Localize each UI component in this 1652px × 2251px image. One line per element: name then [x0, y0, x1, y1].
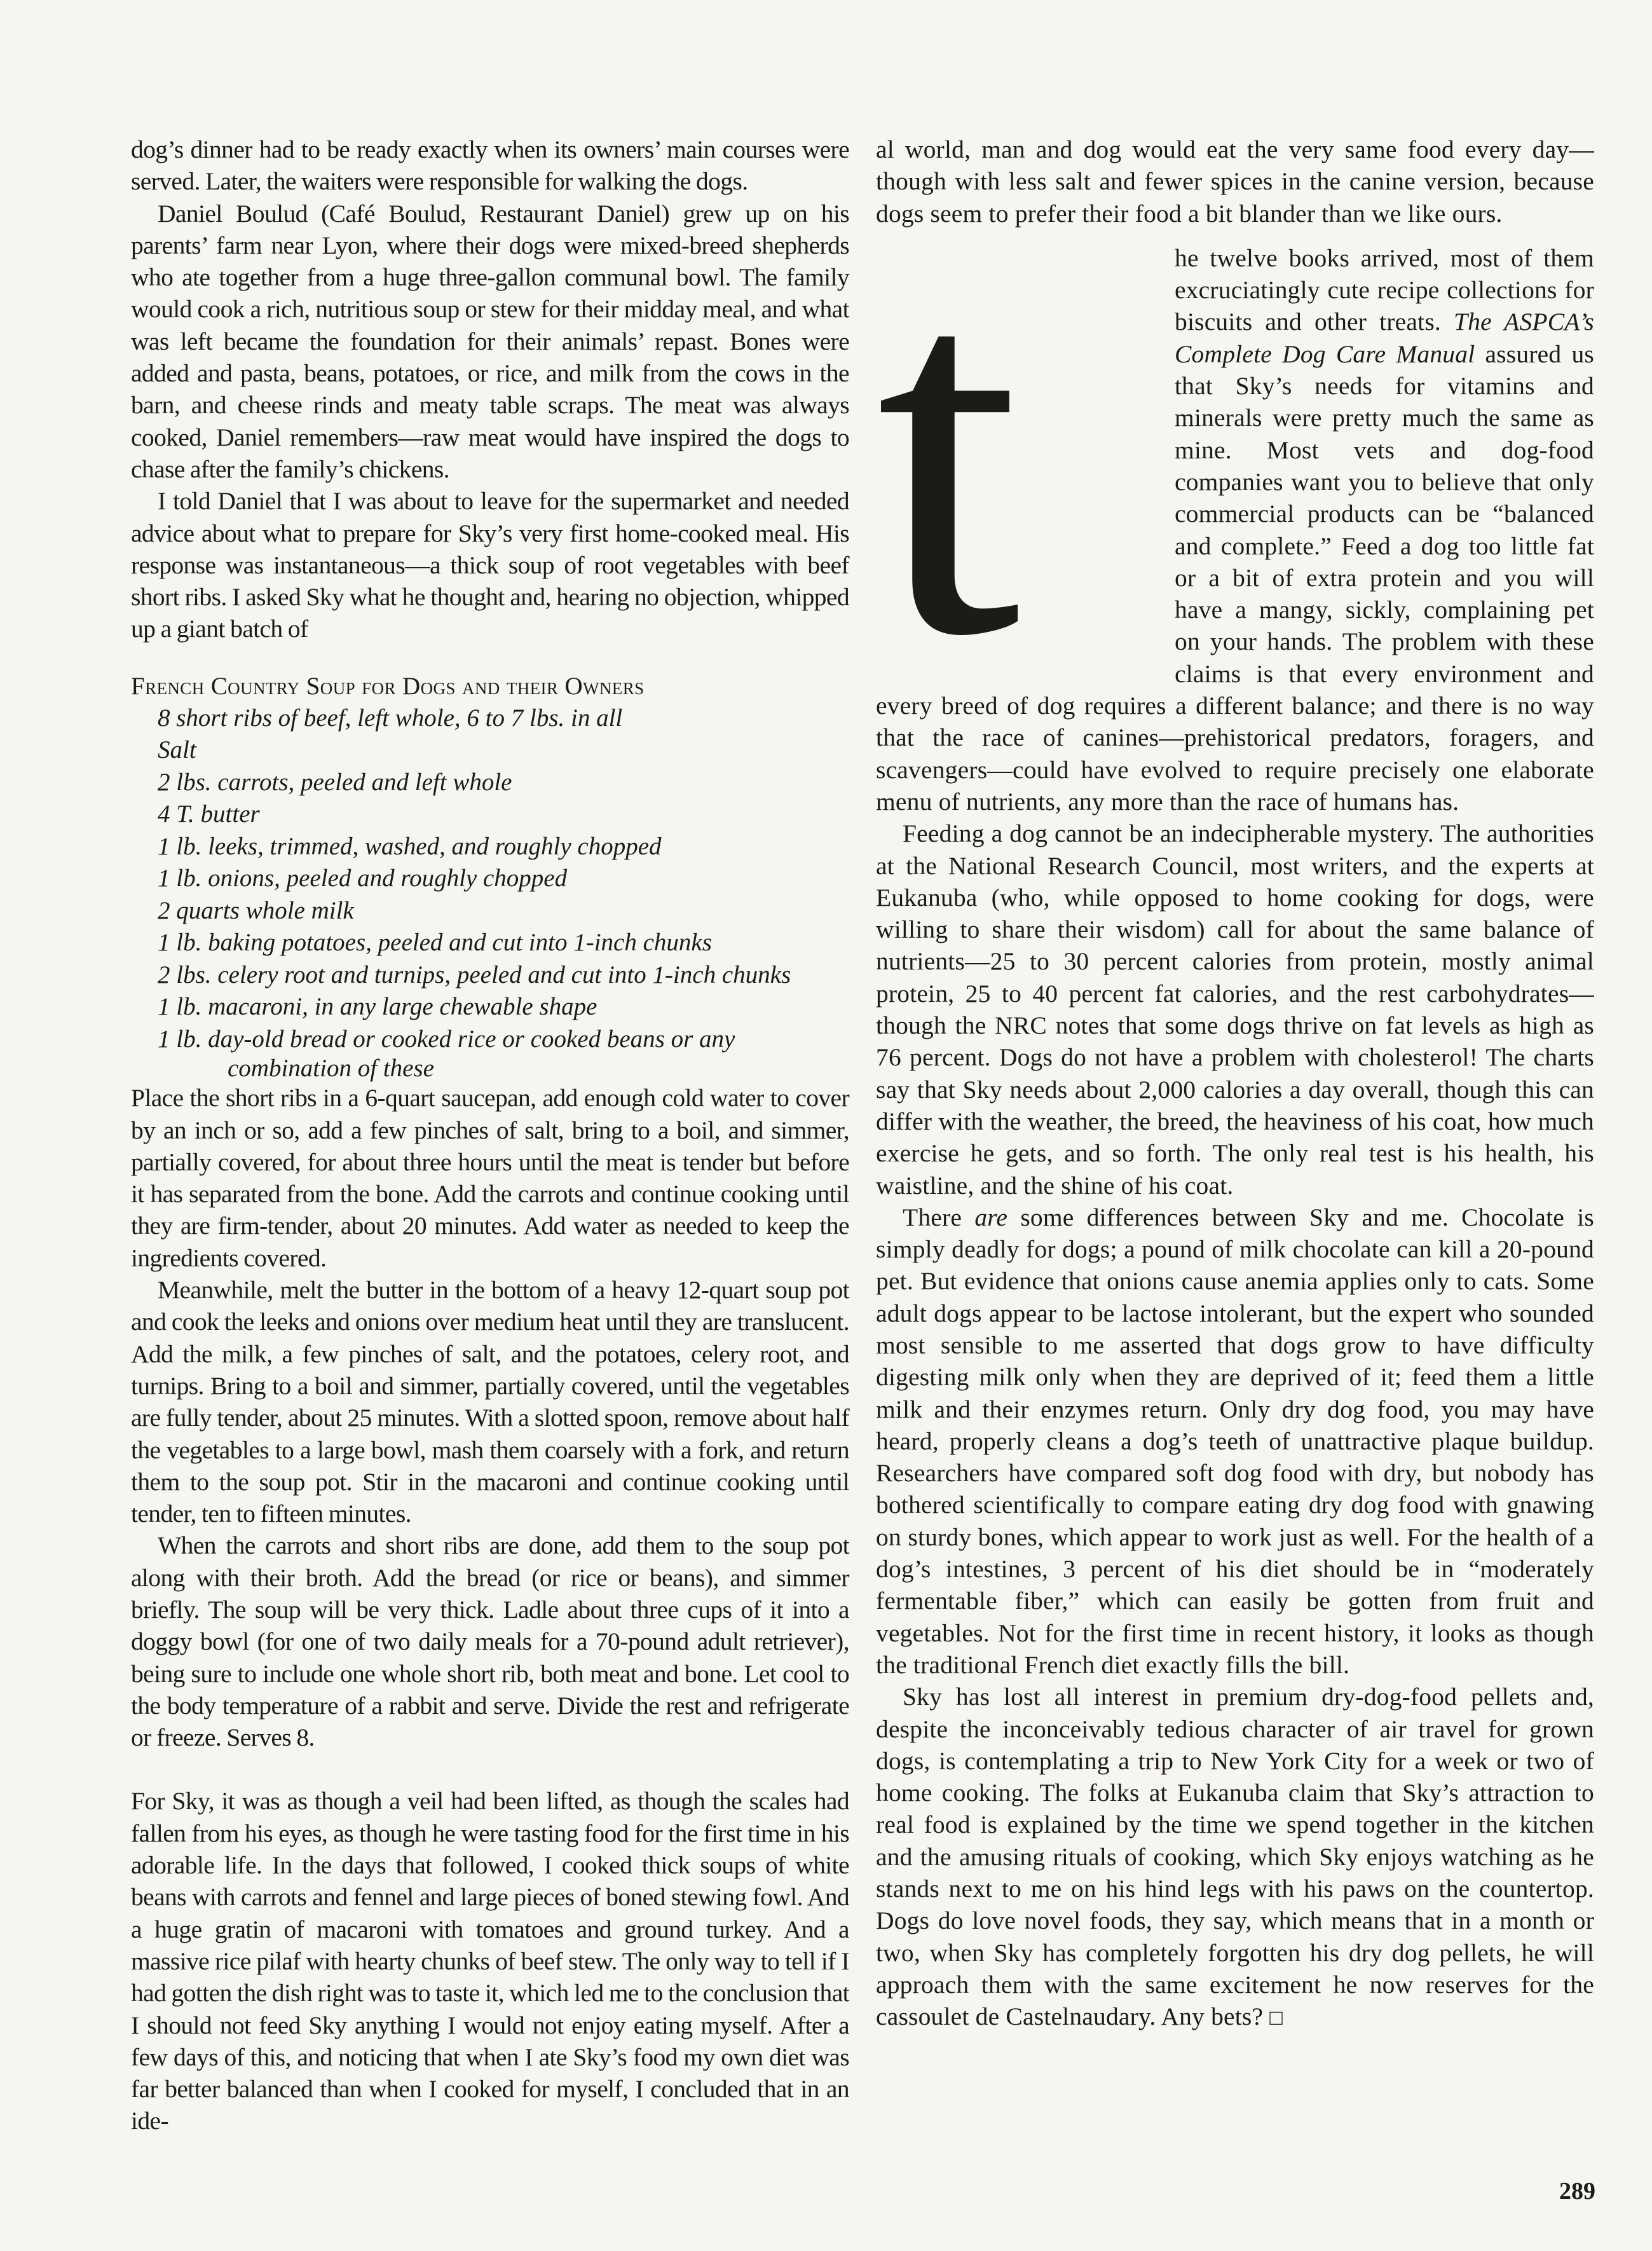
paragraph-feeding-mystery: Feeding a dog cannot be an indecipherable mystery. The authorities at the National Research Council, most writers, and the experts at Eukanuba (who, while opposed to home cooking for dogs, were willing to share their wisdom) call for about the same balance of nutrients—25 to 30 percent calories from protein, mostly animal protein, 25 to 40 percent fat calories, and the rest carbohydrates—though the NRC notes that some dogs thrive on fat levels as high as 76 percent. Dogs do not have a problem with cholesterol! The charts say that Sky needs about 2,000 calories a day overall, though this can differ with the weather, the breed, the heaviness of his coat, how much exercise he gets, and so forth. The only real test is his health, his waistline, and the shine of his coat.	[876, 819, 1594, 1200]
twelve-books-text-a: he twelve books arrived, most of them excruciatingly cute recipe collections for biscuits and other treats.	[1175, 243, 1594, 336]
twelve-books-text-b: assured us that Sky’s needs for vitamins and minerals were pretty much the same as mine. Most vets and dog-food companies want you to believe that only commercial products can be “balanced and complete.” Feed a dog too little fat or a bit of extra protein and you will have a mangy, sickly, complaining pet on your hands. The problem with these claims is that every environment and every breed of dog requires a different balance; and there is no way that the race of canines—prehistorical predators, foragers, and scavengers—could have evolved to require precisely one elaborate menu of nutrients, any more than the race of humans has.	[876, 339, 1594, 816]
ingredient-item: 4 T. butter	[158, 800, 260, 828]
differences-text-a: There	[903, 1203, 975, 1231]
recipe-step-3: When the carrots and short ribs are done, add them to the soup pot along with their broth. Add the bread (or rice or beans), and simmer briefly. The soup will be very thick. Ladle about three cups of it into a doggy bowl (for one of two daily meals for a 70-pound adult retriever), being sure to include one whole short rib, both meat and bone. Let cool to the body temperature of a rabbit and serve. Divide the rest and refrigerate or freeze. Serves 8.	[131, 1531, 849, 1752]
dropcap-section	[876, 242, 1594, 818]
paragraph-ideal-world: al world, man and dog would eat the very same food every day—though with less salt and fewer spices in the canine version, because dogs seem to prefer their food a bit blander than we like ours.	[876, 135, 1594, 228]
ingredient-item: 1 lb. leeks, trimmed, washed, and roughly chopped	[158, 832, 662, 860]
dropcap-letter-t-icon	[863, 242, 1162, 681]
right-column	[876, 133, 1594, 2035]
recipe-step-2: Meanwhile, melt the butter in the bottom of a heavy 12-quart soup pot and cook the leeks and onions over medium heat until they are translucent. Add the milk, a few pinches of salt, and the potatoes, celery root, and turnips. Bring to a boil and simmer, partially covered, until the vegetables are fully tender, about 25 minutes. With a slotted spoon, remove about half the vegetables to a large bowl, mash them coarsely with a fork, and return them to the soup pot. Stir in the macaroni and continue cooking until tender, ten to fifteen minutes.	[131, 1276, 849, 1528]
ingredient-last-continuation: combination of these	[228, 1055, 434, 1083]
section-gap	[131, 1753, 849, 1785]
differences-emphasis: are	[974, 1203, 1008, 1231]
left-column	[131, 133, 849, 2137]
ingredient-item: 2 lbs. carrots, peeled and left whole	[158, 768, 512, 796]
ingredient-item: 8 short ribs of beef, left whole, 6 to 7 lbs. in all	[158, 704, 623, 732]
paragraph-dinner-timing: dog’s dinner had to be ready exactly when its owners’ main courses were served. Later, the waiters were responsible for walking the dogs.	[131, 135, 849, 196]
ingredient-item: 1 lb. onions, peeled and roughly chopped	[158, 865, 568, 893]
ingredient-item: Salt	[158, 736, 196, 764]
ingredient-list	[158, 702, 849, 1083]
differences-text-b: some differences between Sky and me. Chocolate is simply deadly for dogs; a pound of milk chocolate can kill a 20-pound pet. But evidence that onions cause anemia applies only to cats. Some adult dogs appear to be lactose intolerant, but the expert who sounded most sensible to me asserted that dogs grow to have difficulty digesting milk only when they are deprived of it; feed them a little milk and their enzymes return. Only dry dog food, you may have heard, properly cleans a dog’s teeth of unattractive plaque buildup. Researchers have compared soft dog food with dry, but nobody has bothered scientifically to compare eating dry dog food with gnawing on sturdy bones, which appear to work just as well. For the health of a dog’s intestines, 3 percent of his diet should be in “moderately fermentable fiber,” which can easily be gotten from fruit and vegetables. Not for the first time in recent history, it looks as though the traditional French diet exactly fills the bill.	[876, 1203, 1594, 1679]
book-title: The ASPCA’s Complete Dog Care Manual	[1175, 308, 1594, 368]
sky-lost-interest-text: Sky has lost all interest in premium dry-dog-food pellets and, despite the inconceivably tedious character of air travel for grown dogs, is contemplating a trip to New York City for a week or two of home cooking. The folks at Eukanuba claim that Sky’s attraction to real food is explained by the time we spend together in the kitchen and the amusing rituals of cooking, which Sky enjoys watching as he stands next to me on his hind legs with his paws on the countertop. Dogs do love novel foods, they say, which means that in a month or two, when Sky has completely forgotten his dry dog pellets, he will approach them with the same excitement he now reserves for the cassoulet de Castelnaudary. Any bets?	[876, 1683, 1594, 2031]
paragraph-first-meal: I told Daniel that I was about to leave for the supermarket and needed advice about what to prepare for Sky’s very first home-cooked meal. His response was instantaneous—a thick soup of root vegetables with beef short ribs. I asked Sky what he thought and, hearing no objection, whipped up a giant batch of	[131, 487, 849, 643]
dropcap	[863, 242, 1162, 681]
ingredient-item-last	[158, 1023, 849, 1083]
ingredient-item: 2 quarts whole milk	[158, 896, 354, 924]
ingredient-item: 1 lb. baking potatoes, peeled and cut into 1-inch chunks	[158, 929, 712, 957]
ingredient-item: 2 lbs. celery root and turnips, peeled and cut into 1-inch chunks	[158, 961, 791, 989]
recipe-block	[131, 671, 849, 1754]
recipe-step-1: Place the short ribs in a 6-quart saucepan, add enough cold water to cover by an inch or so, add a few pinches of salt, bring to a boil, and simmer, partially covered, for about three hours until the meat is tender but before it has separated from the bone. Add the carrots and continue cooking until they are firm-tender, about 20 minutes. Add water as needed to keep the ingredients covered.	[131, 1084, 849, 1272]
ingredient-item: 1 lb. macaroni, in any large chewable shape	[158, 993, 597, 1021]
end-mark-icon: □	[1269, 2006, 1283, 2030]
ingredient-last-text: 1 lb. day-old bread or cooked rice or cooked beans or any	[158, 1025, 735, 1053]
dropcap-letter: t	[876, 242, 1021, 681]
paragraph-sky-lost-interest	[876, 1681, 1594, 2034]
page-number: 289	[1559, 2178, 1595, 2205]
recipe-title: French Country Soup for Dogs and their Owners	[131, 672, 645, 700]
paragraph-differences	[876, 1201, 1594, 1681]
paragraph-veil-lifted: For Sky, it was as though a veil had been lifted, as though the scales had fallen from his eyes, as though he were tasting food for the first time in his adorable life. In the days that followed, I cooked thick soups of white beans with carrots and fennel and large pieces of boned stewing fowl. And a huge gratin of macaroni with tomatoes and ground turkey. And a massive rice pilaf with hearty chunks of beef stew. The only way to tell if I had gotten the dish right was to taste it, which led me to the conclusion that I should not feed Sky anything I would not enjoy eating myself. After a few days of this, and noticing that when I ate Sky’s food my own diet was far better balanced than when I cooked for myself, I concluded that in an ide-	[131, 1787, 849, 2135]
paragraph-daniel-boulud: Daniel Boulud (Café Boulud, Restaurant Daniel) grew up on his parents’ farm near Lyon, where their dogs were mixed-breed shepherds who ate together from a huge three-gallon communal bowl. The family would cook a rich, nutritious soup or stew for their midday meal, and what was left became the foundation for their animals’ repast. Bones were added and pasta, beans, potatoes, or rice, and milk from the cows in the barn, and cheese rinds and meaty table scraps. The meat was always cooked, Daniel remembers—raw meat would have inspired the dogs to chase after the family’s chickens.	[131, 199, 849, 483]
